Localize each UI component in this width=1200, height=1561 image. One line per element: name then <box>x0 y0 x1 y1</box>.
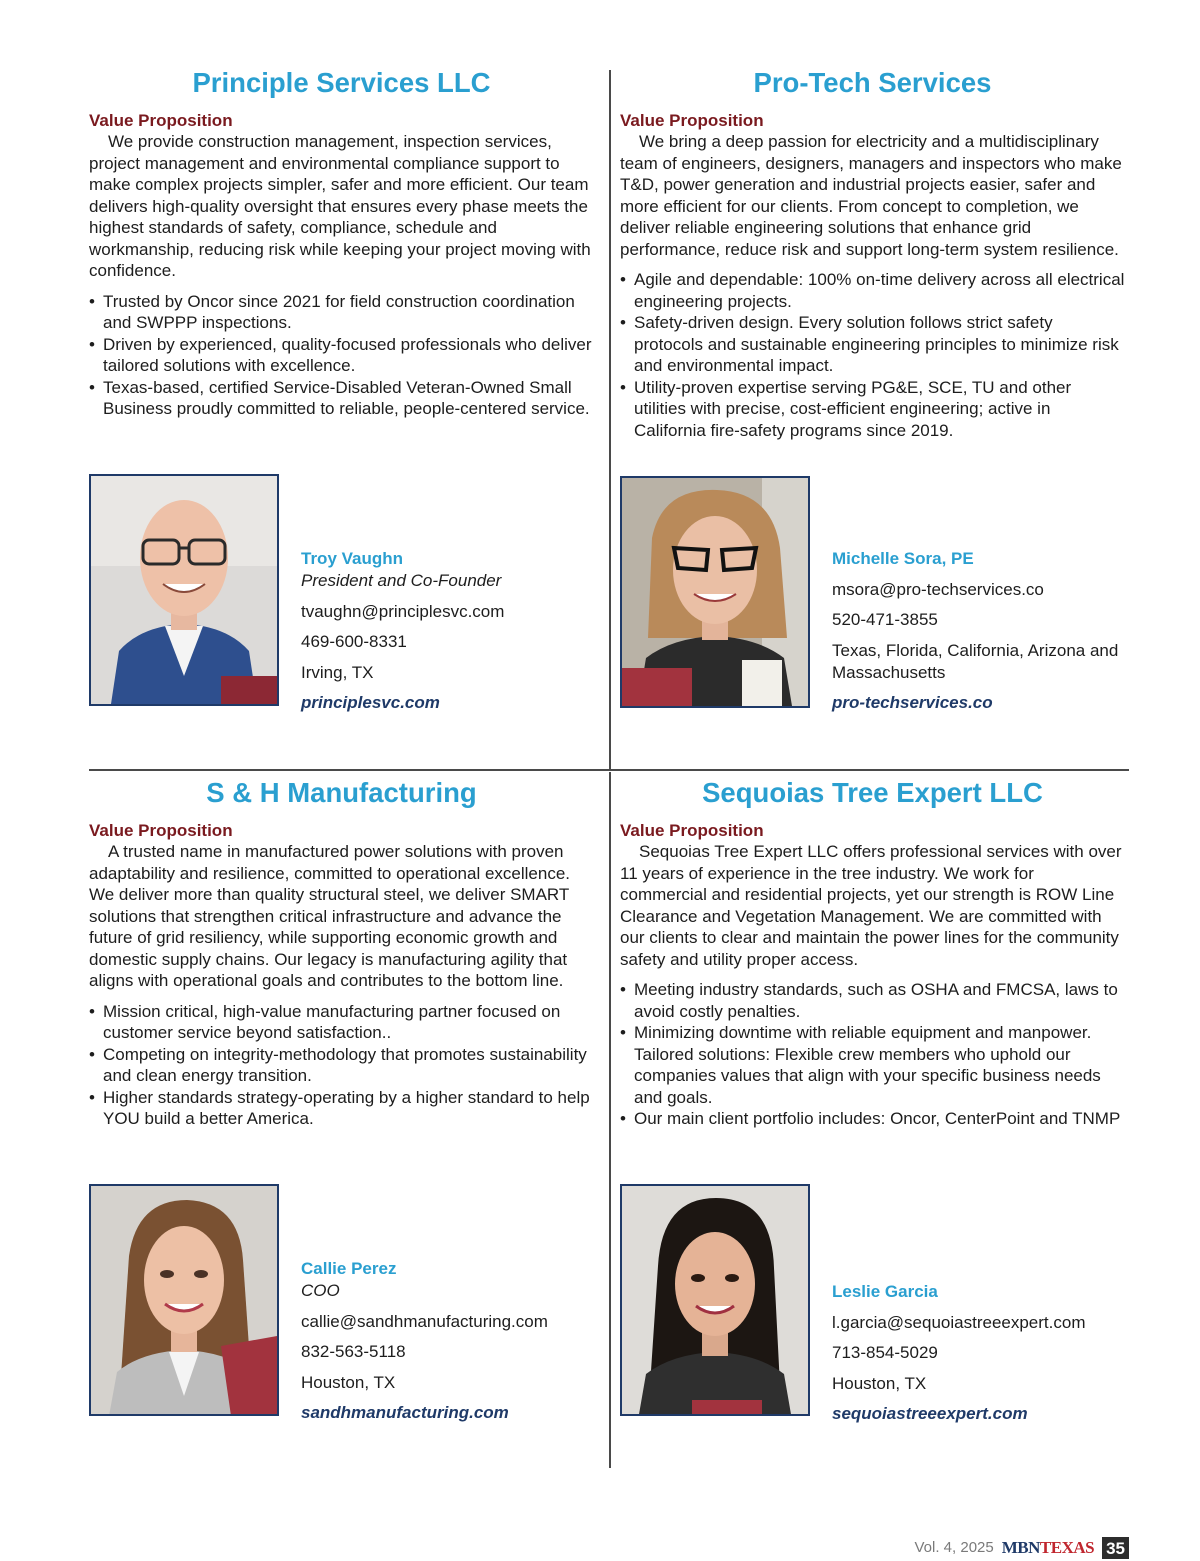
website-link[interactable]: pro-techservices.co <box>832 693 993 712</box>
list-item: • Our main client portfolio includes: Oncor, CenterPoint and TNMP <box>620 1108 1125 1130</box>
company-card-principle-services <box>89 66 594 420</box>
list-item: • Safety-driven design. Every solution follows strict safety protocols and sustainable engineering principles to minimize risk and environmental impact. <box>620 312 1125 377</box>
list-item: • Mission critical, high-value manufacturing partner focused on customer service beyond satisfaction.. <box>89 1001 594 1044</box>
value-proposition-label: Value Proposition <box>620 111 764 130</box>
company-name: Principle Services LLC <box>192 67 491 98</box>
contact-block <box>832 548 1127 714</box>
contact-title: COO <box>301 1281 340 1300</box>
contact-email[interactable]: tvaughn@principlesvc.com <box>301 601 505 621</box>
page-number: 35 <box>1102 1537 1129 1559</box>
bullet-list <box>89 1001 594 1130</box>
page-footer <box>914 1537 1129 1559</box>
column-divider-top <box>609 70 611 770</box>
company-card-sh-manufacturing <box>89 776 594 1130</box>
company-card-sequoias-tree-expert <box>620 776 1125 1130</box>
person-silhouette-icon <box>91 1186 277 1416</box>
contact-email[interactable]: msora@pro-techservices.co <box>832 579 1044 599</box>
headshot-photo <box>89 474 279 706</box>
list-item: • Agile and dependable: 100% on-time delivery across all electrical engineering projects. <box>620 269 1125 312</box>
contact-location: Houston, TX <box>832 1373 927 1393</box>
person-silhouette-icon <box>622 1186 808 1416</box>
column-divider-bottom <box>609 772 611 1468</box>
value-proposition-text: We bring a deep passion for electricity and a multidisciplinary team of engineers, designers, managers and inspectors who make T&D, power generation and industrial projects easier, safer and more efficient for our clients. From concept to completion, we deliver reliable engineering solutions that enhance grid performance, reduce risk and support long-term system resilience. <box>620 132 1122 259</box>
headshot-photo <box>620 1184 810 1416</box>
contact-phone: 832-563-5118 <box>301 1342 406 1361</box>
company-name: Sequoias Tree Expert LLC <box>702 777 1043 808</box>
volume-label: Vol. 4, 2025 <box>914 1539 994 1556</box>
contact-location: Houston, TX <box>301 1372 396 1392</box>
contact-title: President and Co-Founder <box>301 571 502 590</box>
person-silhouette-icon <box>91 476 277 704</box>
value-proposition-label: Value Proposition <box>89 821 233 840</box>
bullet-list <box>620 979 1125 1130</box>
value-proposition-label: Value Proposition <box>89 111 233 130</box>
contact-email[interactable]: l.garcia@sequoiastreeexpert.com <box>832 1312 1086 1332</box>
headshot-photo <box>620 476 810 708</box>
website-link[interactable]: sandhmanufacturing.com <box>301 1403 509 1422</box>
contact-phone: 520-471-3855 <box>832 610 938 629</box>
list-item: • Higher standards strategy-operating by a higher standard to help YOU build a better America. <box>89 1087 594 1130</box>
list-item: • Texas-based, certified Service-Disabled Veteran-Owned Small Business proudly committed to reliable, people-centered service. <box>89 377 594 420</box>
value-proposition-text: We provide construction management, inspection services, project management and environmental compliance support to make complex projects simpler, safer and more efficient. Our team delivers high-quality oversight that ensures every phase meets the highest standards of safety, compliance, schedule and workmanship, reducing risk while keeping your project moving with confidence. <box>89 132 591 280</box>
contact-location: Irving, TX <box>301 662 374 682</box>
contact-phone: 713-854-5029 <box>832 1343 938 1362</box>
row-divider <box>89 769 1129 771</box>
contact-block <box>301 1258 548 1424</box>
contact-email[interactable]: callie@sandhmanufacturing.com <box>301 1311 548 1331</box>
contact-location: Texas, Florida, California, Arizona and Massachusetts <box>832 640 1119 682</box>
list-item: • Trusted by Oncor since 2021 for field construction coordination and SWPPP inspections. <box>89 291 594 334</box>
list-item: • Utility-proven expertise serving PG&E, SCE, TU and other utilities with precise, cost-efficient engineering; active in California fire-safety programs since 2019. <box>620 377 1125 442</box>
list-item: • Driven by experienced, quality-focused professionals who deliver tailored solutions with excellence. <box>89 334 594 377</box>
headshot-photo <box>89 1184 279 1416</box>
company-name: Pro-Tech Services <box>753 67 992 98</box>
bullet-list <box>620 269 1125 441</box>
contact-name: Leslie Garcia <box>832 1282 938 1301</box>
company-card-pro-tech-services <box>620 66 1125 441</box>
contact-name: Callie Perez <box>301 1259 397 1278</box>
publication-logo: MBNTEXAS <box>1001 1538 1095 1557</box>
value-proposition-text: A trusted name in manufactured power solutions with proven adaptability and resilience, committed to operational excellence. We deliver more than quality structural steel, we deliver SMART solutions that strengthen critical infrastructure and advance the future of grid resiliency, while supporting economic growth and domestic supply chains. Our legacy is manufacturing agility that aligns with operational goals and contributes to the bottom line. <box>89 842 570 990</box>
contact-name: Troy Vaughn <box>301 549 404 568</box>
contact-phone: 469-600-8331 <box>301 632 407 651</box>
value-proposition-text: Sequoias Tree Expert LLC offers professional services with over 11 years of experience in the tree industry. We work for commercial and residential projects, yet our strength is ROW Line Clearance and Vegetation Management. We are committed with our clients to clear and maintain the power lines for the community safety and utility proper access. <box>620 842 1122 969</box>
website-link[interactable]: principlesvc.com <box>301 693 440 712</box>
contact-block <box>832 1281 1086 1425</box>
list-item: • Competing on integrity-methodology that promotes sustainability and clean energy transition. <box>89 1044 594 1087</box>
value-proposition-label: Value Proposition <box>620 821 764 840</box>
contact-name: Michelle Sora, PE <box>832 549 974 568</box>
contact-block <box>301 548 504 714</box>
list-item: • Minimizing downtime with reliable equipment and manpower. Tailored solutions: Flexible crew members who uphold our companies values that align with your specific business needs and goals. <box>620 1022 1125 1108</box>
person-silhouette-icon <box>622 478 808 706</box>
website-link[interactable]: sequoiastreeexpert.com <box>832 1404 1028 1423</box>
bullet-list <box>89 291 594 420</box>
list-item: • Meeting industry standards, such as OSHA and FMCSA, laws to avoid costly penalties. <box>620 979 1125 1022</box>
company-name: S & H Manufacturing <box>206 777 477 808</box>
